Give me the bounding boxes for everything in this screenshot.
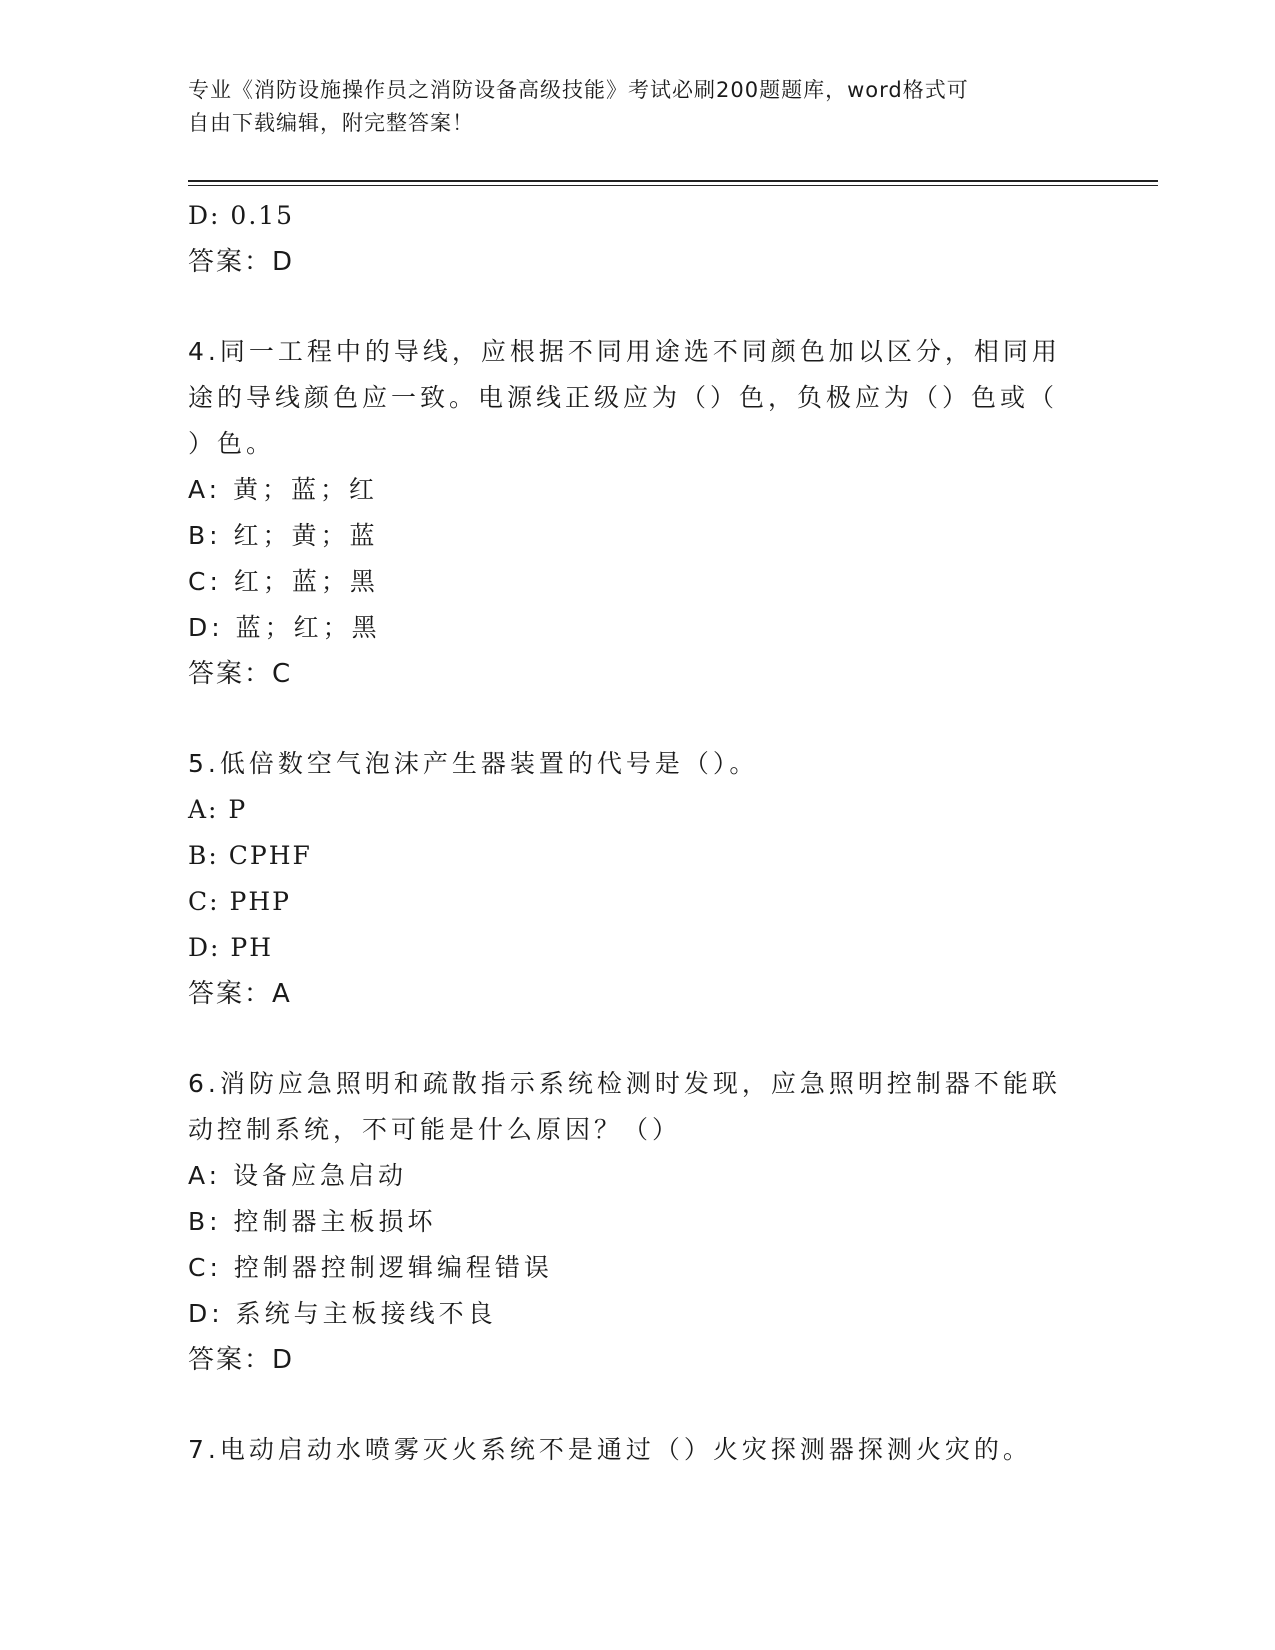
question-stem-line: ）色。: [188, 429, 276, 458]
header-rule-thin: [188, 185, 1158, 186]
question-stem-line: 6.消防应急照明和疏散指示系统检测时发现，应急照明控制器不能联: [188, 1069, 1061, 1098]
question-stem-line: 途的导线颜色应一致。电源线正级应为（）色，负极应为（）色或（: [188, 383, 1059, 412]
question-stem-line: 5.低倍数空气泡沫产生器装置的代号是（）。: [188, 749, 759, 778]
question-block: [188, 1061, 1088, 1383]
option-line: D: 0.15: [188, 201, 295, 230]
header-line-2: 自由下载编辑，附完整答案！: [188, 111, 474, 135]
option-line: A: 黄；蓝；红: [188, 475, 379, 504]
answer-line: 答案：A: [188, 979, 292, 1009]
option-line: A: P: [188, 795, 248, 824]
option-line: C: 控制器控制逻辑编程错误: [188, 1253, 553, 1282]
option-line: C: 红；蓝；黑: [188, 567, 379, 596]
header-line-1: 专业《消防设施操作员之消防设备高级技能》考试必刷200题题库，word格式可: [188, 78, 969, 102]
question-block: [188, 1427, 1088, 1473]
option-line: B: 控制器主板损坏: [188, 1207, 437, 1236]
option-line: A: 设备应急启动: [188, 1161, 408, 1190]
question-stem-line: 动控制系统，不可能是什么原因？（）: [188, 1115, 682, 1144]
question-stem-line: 7.电动启动水喷雾灭火系统不是通过（）火灾探测器探测火灾的。: [188, 1435, 1032, 1464]
question-block: [188, 741, 1088, 1017]
option-line: D: PH: [188, 933, 274, 962]
option-line: B: CPHF: [188, 841, 312, 870]
answer-line: 答案：D: [188, 247, 295, 277]
option-line: B: 红；黄；蓝: [188, 521, 379, 550]
option-line: D: 蓝；红；黑: [188, 613, 381, 642]
answer-line: 答案：D: [188, 1345, 295, 1375]
option-line: C: PHP: [188, 887, 291, 916]
option-line: D: 系统与主板接线不良: [188, 1299, 497, 1328]
question-stem-line: 4.同一工程中的导线，应根据不同用途选不同颜色加以区分，相同用: [188, 337, 1061, 366]
question-block: [188, 329, 1088, 697]
question-list: [188, 193, 1088, 1473]
header-rule-thick: [188, 180, 1158, 182]
document-header: [188, 74, 1088, 140]
answer-line: 答案：C: [188, 659, 293, 689]
